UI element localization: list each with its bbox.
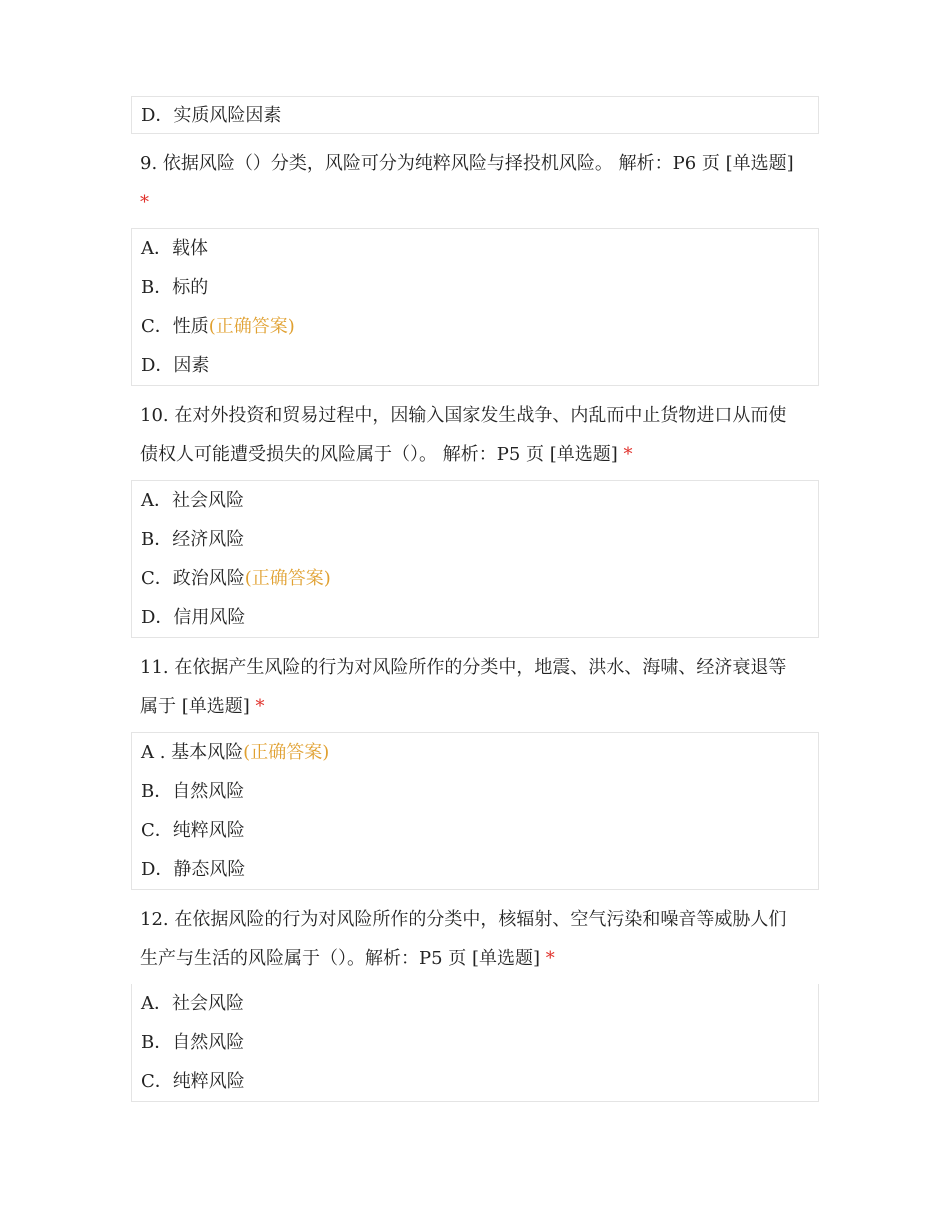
q12-option-c[interactable]: [141, 1062, 809, 1101]
question-text-line1: 11. 在依据产生风险的行为对风险所作的分类中，地震、洪水、海啸、经济衰退等: [140, 657, 787, 678]
option-label: C．性质: [141, 316, 209, 337]
q10-option-c[interactable]: [141, 559, 809, 598]
q11-option-c[interactable]: [141, 811, 809, 850]
question-text-line2: 属于 [单选题]: [140, 696, 250, 717]
option-label: B．标的: [141, 277, 209, 298]
option-label: B．自然风险: [141, 1032, 245, 1053]
q11-option-b[interactable]: [141, 772, 809, 811]
q9-options: [131, 228, 819, 386]
q11-question: [131, 648, 819, 726]
q12-option-a[interactable]: [141, 984, 809, 1023]
option-label: A . 基本风险: [141, 742, 244, 763]
option-label: C．政治风险: [141, 568, 245, 589]
q8-options: [131, 96, 819, 134]
option-label: D．信用风险: [141, 607, 246, 628]
q8-option-d[interactable]: [141, 97, 809, 134]
quiz-page: [131, 96, 819, 1102]
question-text-line2: 生产与生活的风险属于（）。解析：P5 页 [单选题]: [140, 948, 541, 969]
option-label: A．社会风险: [141, 993, 244, 1014]
option-label: D．因素: [141, 355, 210, 376]
q12-options: [131, 984, 819, 1102]
question-text-line1: 10. 在对外投资和贸易过程中，因输入国家发生战争、内乱而中止货物进口从而使: [140, 405, 787, 426]
correct-answer-tag: (正确答案): [243, 742, 330, 763]
option-label: D．静态风险: [141, 859, 246, 880]
q9-option-d[interactable]: [141, 346, 809, 385]
q9-option-a[interactable]: [141, 229, 809, 268]
question-text-line1: 12. 在依据风险的行为对风险所作的分类中，核辐射、空气污染和噪音等威胁人们: [140, 909, 787, 930]
q11-option-d[interactable]: [141, 850, 809, 889]
option-label: A．社会风险: [141, 490, 244, 511]
required-mark: *: [255, 696, 265, 717]
option-label: B．经济风险: [141, 529, 245, 550]
question-text-line2: 债权人可能遭受损失的风险属于（）。 解析：P5 页 [单选题]: [140, 444, 618, 465]
option-label: B．自然风险: [141, 781, 245, 802]
q10-options: [131, 480, 819, 638]
option-label: C．纯粹风险: [141, 820, 245, 841]
q9-option-b[interactable]: [141, 268, 809, 307]
q10-option-d[interactable]: [141, 598, 809, 637]
correct-answer-tag: (正确答案): [208, 316, 295, 337]
correct-answer-tag: (正确答案): [244, 568, 331, 589]
q12-option-b[interactable]: [141, 1023, 809, 1062]
option-label: D．实质风险因素: [141, 105, 282, 126]
required-mark: *: [623, 444, 633, 465]
q10-option-b[interactable]: [141, 520, 809, 559]
q10-question: [131, 396, 819, 474]
required-mark: *: [545, 948, 555, 969]
q9-question: [131, 144, 819, 222]
q9-option-c[interactable]: [141, 307, 809, 346]
q10-option-a[interactable]: [141, 481, 809, 520]
q11-option-a[interactable]: [141, 733, 809, 772]
option-label: A．载体: [141, 238, 208, 259]
q12-question: [131, 900, 819, 978]
question-text: 9. 依据风险（）分类，风险可分为纯粹风险与择投机风险。 解析：P6 页 [单选题]: [140, 153, 794, 174]
required-mark: *: [140, 192, 149, 213]
option-label: C．纯粹风险: [141, 1071, 245, 1092]
q11-options: [131, 732, 819, 890]
